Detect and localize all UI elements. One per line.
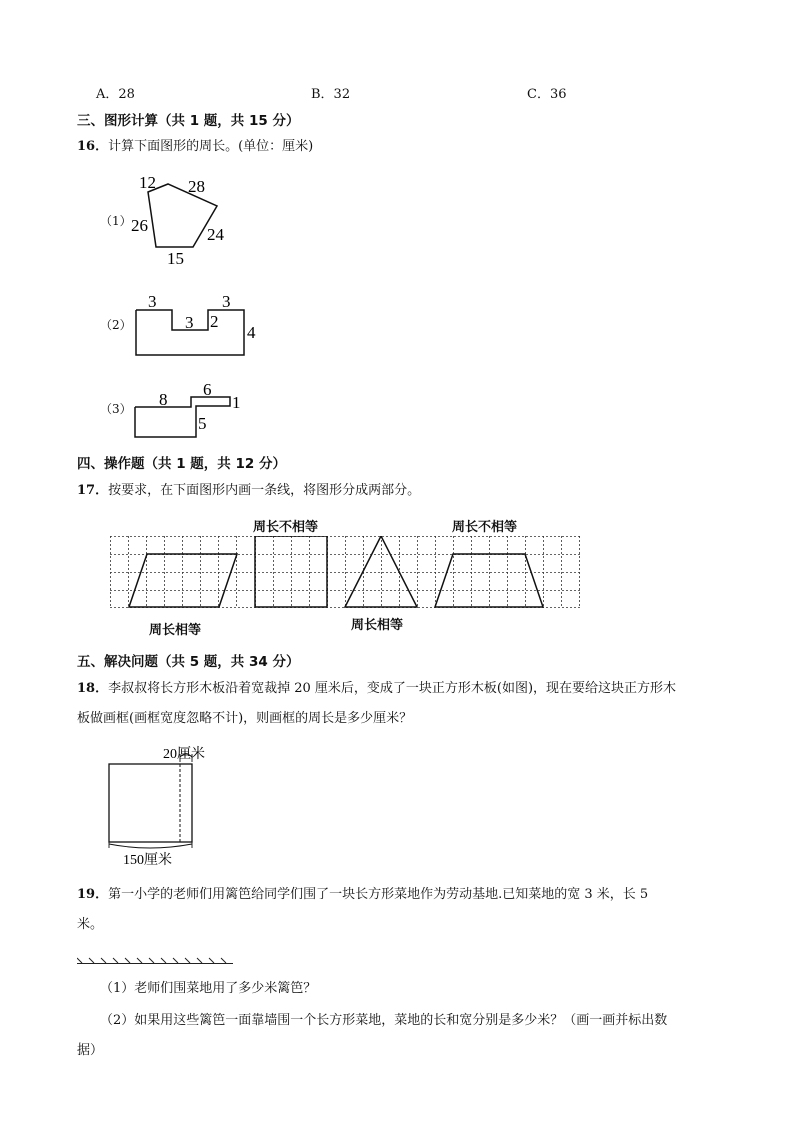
- fig17-label-top-2: 周长不相等: [452, 520, 518, 535]
- fig17-square: [255, 536, 327, 607]
- option-a: A．28: [96, 87, 135, 102]
- question-17-number: 17．: [77, 483, 109, 498]
- section-5-title: 五、解决问题（共 5 题，共 34 分）: [77, 654, 300, 670]
- fig16-1-side-12: 12: [139, 173, 156, 192]
- fig16-1-side-28: 28: [188, 177, 205, 196]
- question-19-sub-2-line-2: 据）: [77, 1043, 104, 1058]
- question-19-line-1: [77, 883, 648, 902]
- fig16-3-side-c: 1: [232, 393, 241, 412]
- fig16-2-shape: [125, 290, 265, 360]
- fig16-3-label: （3）: [100, 402, 132, 416]
- fig16-2-side-c: 3: [185, 313, 194, 332]
- question-18-line-2: 板做画框(画框宽度忽略不计)，则画框的周长是多少厘米？: [77, 711, 413, 726]
- fig16-2-label: （2）: [100, 318, 132, 332]
- fig16-1-side-26: 26: [131, 216, 148, 235]
- fig17-label-bottom-1: 周长相等: [149, 623, 202, 638]
- fig18-board: [100, 740, 230, 868]
- option-b: B．32: [311, 87, 351, 102]
- fig16-1-side-24: 24: [207, 225, 224, 244]
- option-c: C．36: [527, 87, 567, 102]
- fig16-3-side-b: 6: [203, 380, 212, 399]
- fig17-trapezoid: [435, 554, 543, 607]
- slash-rule: [77, 955, 237, 965]
- fig16-2-side-e: 4: [247, 323, 256, 342]
- fig16-3-side-d: 5: [198, 414, 207, 433]
- question-19-sub-2-line-1: （2）如果用这些篱笆一面靠墙围一个长方形菜地，菜地的长和宽分别是多少米？（画一画并标出数: [100, 1013, 668, 1028]
- fig16-1-side-15: 15: [167, 249, 184, 268]
- fig18-dim-top: 20厘米: [163, 747, 205, 762]
- fig17-label-bottom-2: 周长相等: [351, 618, 404, 633]
- section-3-title: 三、图形计算（共 1 题，共 15 分）: [77, 113, 300, 129]
- question-16-number: 16．: [77, 139, 109, 154]
- fig17-parallelogram: [129, 554, 237, 607]
- fig17-grid: [110, 536, 585, 612]
- question-16: [77, 135, 313, 154]
- question-19-line-2: 米。: [77, 917, 104, 932]
- question-18-number: 18．: [77, 681, 109, 696]
- question-18-text-1: 李叔叔将长方形木板沿着宽裁掉 20 厘米后，变成了一块正方形木板(如图)，现在要给这块正方形木: [108, 681, 677, 696]
- fig16-2-side-b: 3: [222, 292, 231, 311]
- question-19-text-1: 第一小学的老师们用篱笆给同学们围了一块长方形菜地作为劳动基地.已知菜地的宽 3 米，长 5: [108, 887, 649, 902]
- fig16-3-shape: [125, 378, 255, 438]
- question-19-sub-1: （1）老师们围菜地用了多少米篱笆？: [100, 981, 317, 996]
- question-18-line-1: [77, 677, 676, 696]
- section-4-title: 四、操作题（共 1 题，共 12 分）: [77, 456, 286, 472]
- fig16-3-side-a: 8: [159, 390, 168, 409]
- question-17: [77, 479, 420, 498]
- question-16-text: 计算下面图形的周长。(单位：厘米): [108, 139, 314, 154]
- fig18-dim-bottom: 150厘米: [123, 853, 172, 868]
- fig17-label-top-1: 周长不相等: [253, 520, 319, 535]
- fig16-2-side-d: 2: [210, 312, 219, 331]
- fig16-2-side-a: 3: [148, 292, 157, 311]
- fig16-1-label: （1）: [100, 214, 132, 228]
- fig16-1-pentagon: [125, 170, 245, 270]
- question-19-number: 19．: [77, 887, 109, 902]
- fig17-triangle: [345, 536, 417, 607]
- question-17-text: 按要求，在下面图形内画一条线，将图形分成两部分。: [108, 483, 421, 498]
